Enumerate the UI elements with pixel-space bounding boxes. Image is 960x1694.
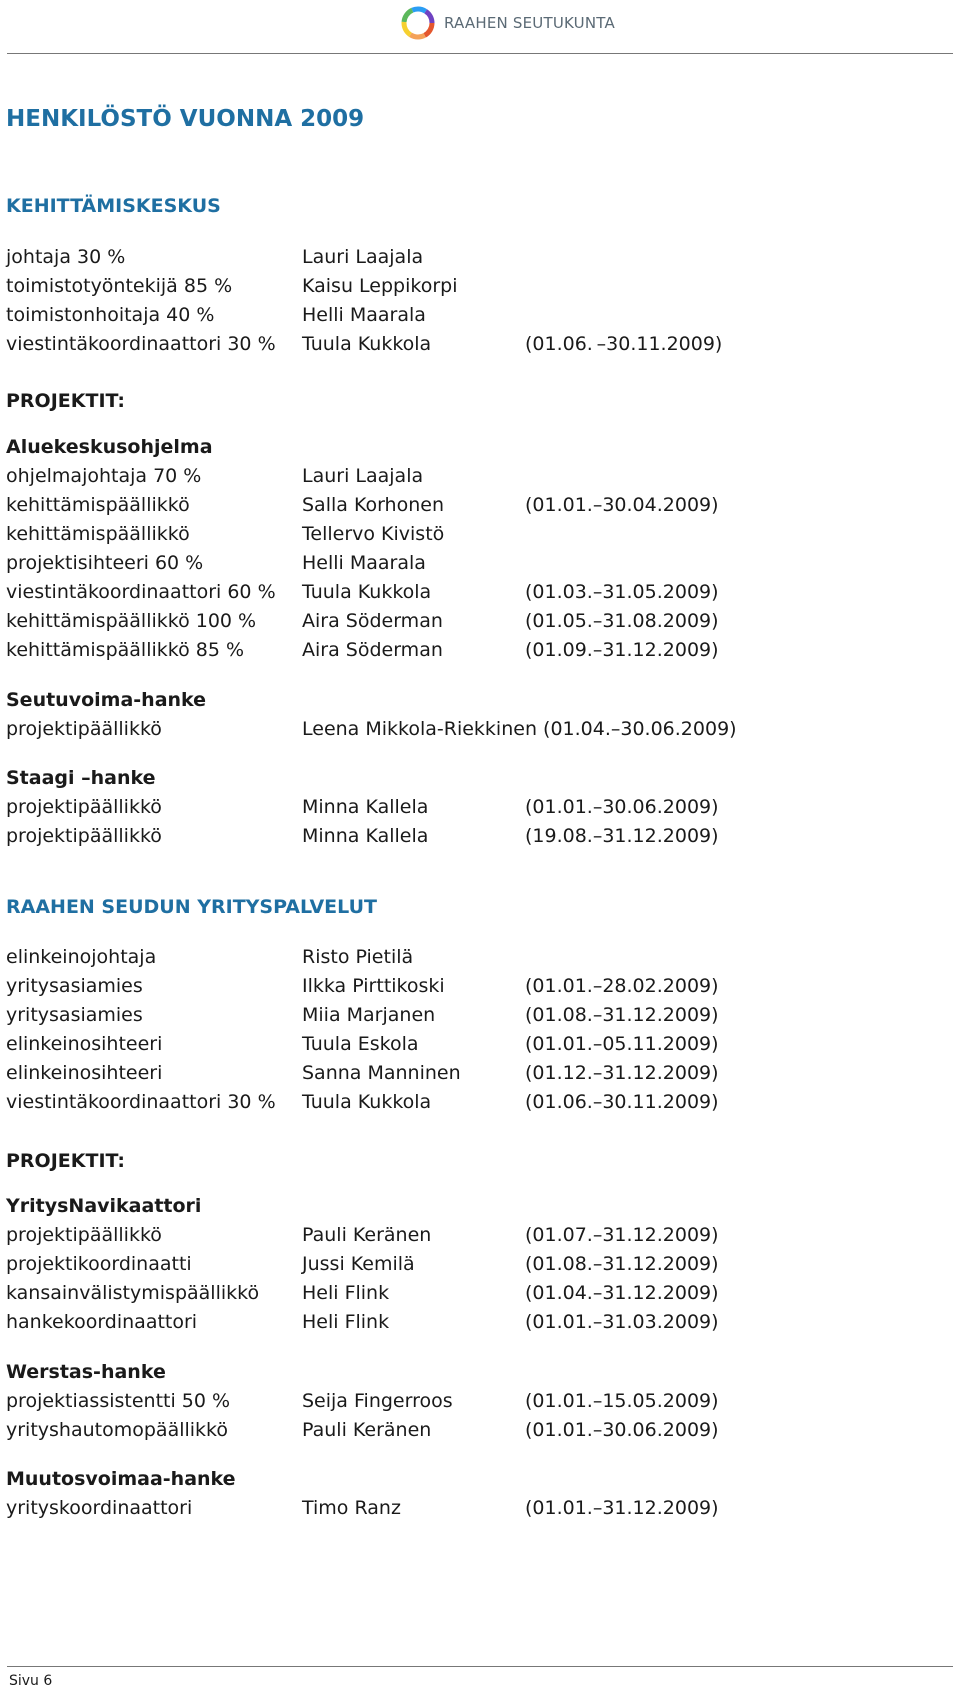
project-title-yritysnavikaattori: YritysNavikaattori <box>6 1195 202 1217</box>
role: viestintäkoordinaattori 60 % <box>6 581 276 603</box>
person-name: Tellervo Kivistö <box>302 523 445 545</box>
page-number: Sivu 6 <box>9 1673 53 1689</box>
logo-text: RAAHEN SEUTUKUNTA <box>444 14 615 32</box>
role: projektisihteeri 60 % <box>6 552 204 574</box>
project-title-aluekeskus: Aluekeskusohjelma <box>6 436 213 458</box>
period: (01.07.–31.12.2009) <box>525 1224 719 1246</box>
person-name: Sanna Manninen <box>302 1062 461 1084</box>
role: projektipäällikkö <box>6 796 162 818</box>
period: (01.01.–30.06.2009) <box>525 1419 719 1441</box>
person-name: Miia Marjanen <box>302 1004 436 1026</box>
role: toimistonhoitaja 40 % <box>6 304 215 326</box>
role: viestintäkoordinaattori 30 % <box>6 333 276 355</box>
period: (01.09.–31.12.2009) <box>525 639 719 661</box>
person-name: Heli Flink <box>302 1311 390 1333</box>
person-name: Seija Fingerroos <box>302 1390 453 1412</box>
section-heading-yrityspalvelut: RAAHEN SEUDUN YRITYSPALVELUT <box>6 896 377 918</box>
role: kehittämispäällikkö <box>6 494 190 516</box>
logo-ring-icon <box>400 5 436 41</box>
person-name: Jussi Kemilä <box>302 1253 415 1275</box>
period: (01.01.–05.11.2009) <box>525 1033 719 1055</box>
role: kehittämispäällikkö 100 % <box>6 610 257 632</box>
person-name: Minna Kallela <box>302 825 429 847</box>
logo <box>400 3 615 43</box>
person-name: Aira Söderman <box>302 639 443 661</box>
role: yritysasiamies <box>6 975 143 997</box>
period: (01.05.–31.08.2009) <box>525 610 719 632</box>
role: johtaja 30 % <box>6 246 126 268</box>
page-title: HENKILÖSTÖ VUONNA 2009 <box>6 106 365 132</box>
person-name: Salla Korhonen <box>302 494 444 516</box>
person-name: Pauli Keränen <box>302 1419 432 1441</box>
person-name: Helli Maarala <box>302 552 426 574</box>
role: projektipäällikkö <box>6 825 162 847</box>
period: (01.01.–31.12.2009) <box>525 1497 719 1519</box>
period: (19.08.–31.12.2009) <box>525 825 719 847</box>
project-title-muutosvoimaa: Muutosvoimaa-hanke <box>6 1468 236 1490</box>
section-heading-projektit: PROJEKTIT: <box>6 390 126 412</box>
person-name: Helli Maarala <box>302 304 426 326</box>
person-name: Heli Flink <box>302 1282 390 1304</box>
role: elinkeinosihteeri <box>6 1062 163 1084</box>
period: (01.01.–28.02.2009) <box>525 975 719 997</box>
person-name: Minna Kallela <box>302 796 429 818</box>
footer-divider <box>7 1666 953 1667</box>
person-name: Lauri Laajala <box>302 465 424 487</box>
period: (01.06.–30.11.2009) <box>525 1091 719 1113</box>
section-heading-projektit: PROJEKTIT: <box>6 1150 126 1172</box>
period: (01.01.–30.06.2009) <box>525 796 719 818</box>
person-name: Lauri Laajala <box>302 246 424 268</box>
person-name: Tuula Kukkola <box>302 581 432 603</box>
person-name: Tuula Eskola <box>302 1033 419 1055</box>
period: (01.08.–31.12.2009) <box>525 1253 719 1275</box>
section-heading-kehittamiskeskus: KEHITTÄMISKESKUS <box>6 195 221 217</box>
role: elinkeinojohtaja <box>6 946 157 968</box>
person-name: Tuula Kukkola <box>302 333 432 355</box>
person-name: Kaisu Leppikorpi <box>302 275 458 297</box>
period: (01.01.–15.05.2009) <box>525 1390 719 1412</box>
role: hankekoordinaattori <box>6 1311 198 1333</box>
project-title-seutuvoima: Seutuvoima-hanke <box>6 689 207 711</box>
period: (01.03.–31.05.2009) <box>525 581 719 603</box>
person-name: Timo Ranz <box>302 1497 401 1519</box>
period: (01.04.–31.12.2009) <box>525 1282 719 1304</box>
person-name: Aira Söderman <box>302 610 443 632</box>
project-title-werstas: Werstas-hanke <box>6 1361 166 1383</box>
role: yrityskoordinaattori <box>6 1497 193 1519</box>
page-header <box>0 0 960 60</box>
person-name: Ilkka Pirttikoski <box>302 975 445 997</box>
role: projektiassistentti 50 % <box>6 1390 231 1412</box>
person-name: Pauli Keränen <box>302 1224 432 1246</box>
role: yrityshautomopäällikkö <box>6 1419 228 1441</box>
role: elinkeinosihteeri <box>6 1033 163 1055</box>
project-title-staagi: Staagi –hanke <box>6 767 156 789</box>
period: (01.12.–31.12.2009) <box>525 1062 719 1084</box>
role: kehittämispäällikkö 85 % <box>6 639 245 661</box>
role: viestintäkoordinaattori 30 % <box>6 1091 276 1113</box>
period: (01.01.–30.04.2009) <box>525 494 719 516</box>
role: projektikoordinaatti <box>6 1253 192 1275</box>
person-name: Leena Mikkola-Riekkinen (01.04.–30.06.2009) <box>302 718 737 740</box>
role: projektipäällikkö <box>6 1224 162 1246</box>
role: kehittämispäällikkö <box>6 523 190 545</box>
person-name: Risto Pietilä <box>302 946 414 968</box>
role: yritysasiamies <box>6 1004 143 1026</box>
period: (01.01.–31.03.2009) <box>525 1311 719 1333</box>
role: toimistotyöntekijä 85 % <box>6 275 233 297</box>
person-name: Tuula Kukkola <box>302 1091 432 1113</box>
header-divider <box>7 53 953 54</box>
period: (01.08.–31.12.2009) <box>525 1004 719 1026</box>
role: kansainvälistymispäällikkö <box>6 1282 260 1304</box>
role: ohjelmajohtaja 70 % <box>6 465 202 487</box>
role: projektipäällikkö <box>6 718 162 740</box>
period: (01.06. –30.11.2009) <box>525 333 723 355</box>
